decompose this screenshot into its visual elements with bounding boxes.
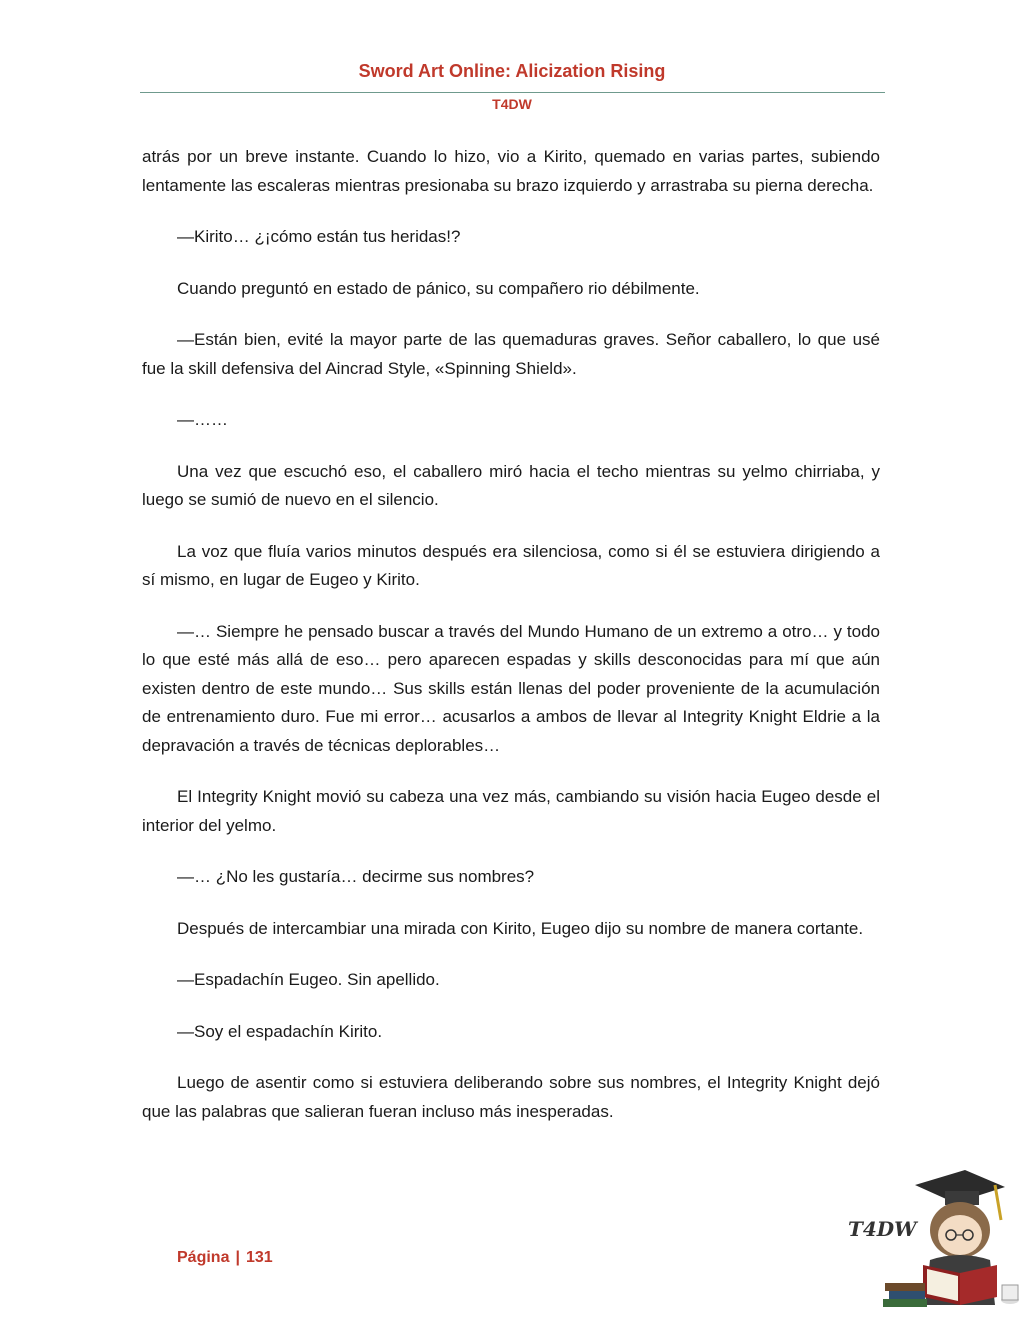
paragraph: Una vez que escuchó eso, el caballero miró hacia el techo mientras su yelmo chirriaba, y luego se sumió de nuevo en el silencio.	[142, 461, 880, 509]
paragraph: Cuando preguntó en estado de pánico, su compañero rio débilmente.	[177, 278, 700, 298]
header-divider	[140, 92, 885, 93]
paragraph: Luego de asentir como si estuviera deliberando sobre sus nombres, el Integrity Knight dejó que las palabras que salieran fueran incluso más inesperadas.	[142, 1073, 880, 1121]
page-body	[142, 143, 880, 1149]
paragraph: El Integrity Knight movió su cabeza una vez más, cambiando su visión hacia Eugeo desde el interior del yelmo.	[142, 787, 880, 835]
chibi-reader-graduation-cap-icon	[845, 1165, 1020, 1320]
paragraph: —… Siempre he pensado buscar a través del Mundo Humano de un extremo a otro… y todo lo que esté más allá de eso… pero aparecen espadas y skills desconocidas para mí que aún existen dentro de este mundo… Sus skills están llenas del poder proveniente de la acumulación de entrenamiento duro. Fue mi error… acusarlos a ambos de llevar al Integrity Knight Eldrie a la depravación a través de técnicas deplorables…	[142, 621, 880, 755]
paragraph: Después de intercambiar una mirada con Kirito, Eugeo dijo su nombre de manera cortante.	[177, 918, 864, 938]
paragraph: —……	[177, 410, 228, 429]
paragraph: —Están bien, evité la mayor parte de las quemaduras graves. Señor caballero, lo que usé fue la skill defensiva del Aincrad Style, «Spinning Shield».	[142, 330, 880, 378]
paragraph: —Soy el espadachín Kirito.	[177, 1021, 383, 1041]
translator-credit: T4DW	[492, 96, 532, 112]
paragraph: —Kirito… ¿¡cómo están tus heridas!?	[177, 227, 461, 246]
page-footer	[177, 1249, 273, 1267]
page-separator: |	[235, 1249, 240, 1266]
paragraph: atrás por un breve instante. Cuando lo hizo, vio a Kirito, quemado en varias partes, subiendo lentamente las escaleras mientras presionaba su brazo izquierdo y arrastraba su pierna derecha.	[142, 147, 880, 195]
page-label: Página	[177, 1249, 230, 1266]
paragraph: La voz que fluía varios minutos después era silenciosa, como si él se estuviera dirigiendo a sí mismo, en lugar de Eugeo y Kirito.	[142, 541, 880, 589]
paragraph: —… ¿No les gustaría… decirme sus nombres?	[177, 867, 535, 886]
page-number: 131	[245, 1249, 273, 1266]
paragraph: —Espadachín Eugeo. Sin apellido.	[177, 970, 440, 989]
logo-text: T4DW	[848, 1217, 917, 1241]
book-title: Sword Art Online: Alicization Rising	[358, 61, 666, 81]
